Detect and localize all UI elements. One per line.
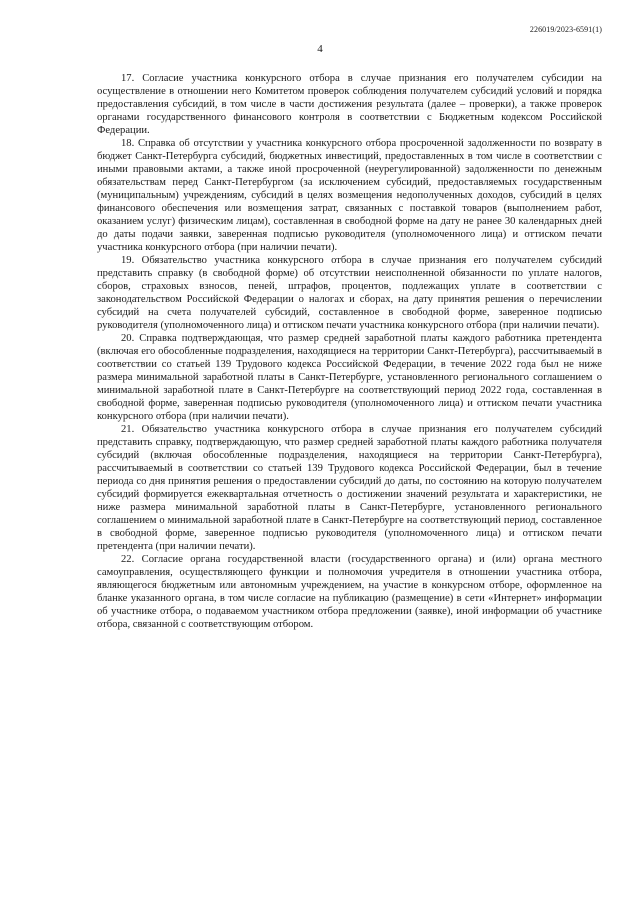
paragraph-21: 21. Обязательство участника конкурсного отбора в случае признания его получателем субсидий представить справку, подтверждающую, что размер средней заработной платы каждого работника получателя субсидий (включая обособленные подразделения, находящиеся на территории Санкт-Петербурга), рассчитываемый в соответствии со статьей 139 Трудового кодекса Российской Федерации, был в течение периода со дня принятия решения о предоставлении субсидий до даты, по состоянию на которую получателем субсидий формируется ежеквартальная отчетность о достижении значений результата и характеристики, не ниже размера минимальной заработной платы в Санкт-Петербурге, установленного регионального соглашением о минимальной заработной плате в Санкт-Петербурге на соответствующий период, составленное в свободной форме, заверенное подписью руководителя (уполномоченного лица) и оттиском печати претендента (при наличии печати). (97, 424, 602, 552)
paragraph-18: 18. Справка об отсутствии у участника конкурсного отбора просроченной задолженности по возврату в бюджет Санкт-Петербурга субсидий, бюджетных инвестиций, предоставленных в том числе в соответствии с иными правовыми актами, а также иной просроченной (неурегулированной) задолженности по денежным обязательствам перед Санкт-Петербургом (за исключением субсидий, предоставляемых государственным (муниципальным) учреждениям, субсидий в целях возмещения недополученных доходов, субсидий в целях финансового обеспечения или возмещения затрат, связанных с поставкой товаров (выполнением работ, оказанием услуг) физическим лицам), составленная в свободной форме на дату не ранее 30 календарных дней до даты подачи заявки, заверенная подписью руководителя (уполномоченного лица) и оттиском печати участника конкурсного отбора (при наличии печати). (97, 138, 602, 253)
page-number: 4 (317, 43, 323, 55)
document-id: 226019/2023-6591(1) (529, 25, 602, 34)
paragraph-22: 22. Согласие органа государственной власти (государственного органа) и (или) органа местного самоуправления, осуществляющего функции и полномочия учредителя в отношении участника отбора, являющегося бюджетным или автономным учреждением, на участие в конкурсном отборе, оформленное на бланке указанного органа, в том числе согласие на публикацию (размещение) в сети «Интернет» информации об участнике отбора, о подаваемом участником отбора предложении (заявке), иной информации об участнике отбора, связанной с соответствующим отбором. (97, 554, 602, 630)
paragraph-19: 19. Обязательство участника конкурсного отбора в случае признания его получателем субсидий представить справку (в свободной форме) об отсутствии неисполненной обязанности по уплате налогов, сборов, страховых взносов, пеней, штрафов, процентов, подлежащих уплате в соответствии с законодательством Российской Федерации о налогах и сборах, на дату принятия решения о перечислении субсидий на счета получателей субсидий, составленное в свободной форме, заверенное подписью руководителя (уполномоченного лица) и оттиском печати участника конкурсного отбора (при наличии печати). (97, 255, 602, 331)
document-body (97, 72, 602, 631)
paragraph-17: 17. Согласие участника конкурсного отбора в случае признания его получателем субсидии на осуществление в отношении него Комитетом проверок соблюдения получателем субсидий условий и порядка предоставления субсидий, в том числе в части достижения результата (далее – проверки), а также проверок органами государственного финансового контроля в соответствии с Бюджетным кодексом Российской Федерации. (97, 73, 602, 136)
paragraph-20: 20. Справка подтверждающая, что размер средней заработной платы каждого работника претендента (включая его обособленные подразделения, находящиеся на территории Санкт-Петербурга), рассчитываемый в соответствии со статьей 139 Трудового кодекса Российской Федерации, в течение 2022 года был не ниже размера минимальной заработной платы в Санкт-Петербурге, установленного регионального соглашением о минимальной заработной плате в Санкт-Петербурге на соответствующий период 2022 года, составленная в свободной форме, заверенная подписью руководителя (уполномоченного лица) и оттиском печати участника конкурсного отбора (при наличии печати). (97, 333, 602, 422)
